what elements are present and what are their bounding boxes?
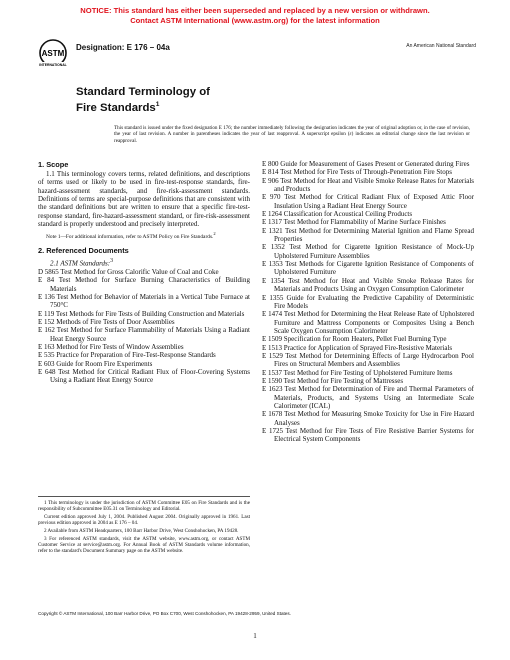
title-line-1: Standard Terminology of xyxy=(76,86,210,98)
logo-subtext: INTERNATIONAL xyxy=(39,63,67,67)
scope-heading: 1. Scope xyxy=(38,160,69,169)
ref-item: E 1623 Test Method for Determination of Fire and Thermal Parameters of Materials, Products, and Systems Using an Intermediate Scale Calorimeter (ICAL) xyxy=(262,385,474,410)
logo-text: ASTM xyxy=(41,49,65,58)
copyright-line: Copyright © ASTM International, 100 Barr Harbor Drive, PO Box C700, West Conshohocken, PA 19428-2959, United States. xyxy=(38,611,291,616)
document-title xyxy=(76,86,210,114)
title-footnote-mark: 1 xyxy=(155,100,160,108)
ref-item: E 1264 Classification for Acoustical Ceiling Products xyxy=(262,210,413,219)
ref-item: E 1352 Test Method for Cigarette Ignition Resistance of Mock-Up Upholstered Furniture Assemblies xyxy=(262,243,474,260)
page-number: 1 xyxy=(253,632,257,640)
ref-item: E 535 Practice for Preparation of Fire-Test-Response Standards xyxy=(38,351,216,360)
refs-subheading: 2.1 ASTM Standards:$^3$ xyxy=(50,258,114,268)
footnote: 2 Available from ASTM Headquarters, 100 Barr Harbor Drive, West Conshohocken, PA 19428. xyxy=(44,527,239,534)
title-line-2: Fire Standards$^1$ xyxy=(76,100,160,114)
ref-item: E 603 Guide for Room Fire Experiments xyxy=(38,359,153,368)
right-column xyxy=(262,160,474,444)
refs-heading: 2. Referenced Documents xyxy=(38,246,129,256)
ref-item: E 1537 Test Method for Fire Testing of Upholstered Furniture Items xyxy=(262,368,453,377)
ref-item: E 162 Test Method for Surface Flammability of Materials Using a Radiant Heat Energy Source xyxy=(38,326,250,343)
ref-item: E 152 Methods of Fire Tests of Door Assemblies xyxy=(38,317,175,326)
national-standard-label: An American National Standard xyxy=(406,43,476,49)
footnote: 3 For referenced ASTM standards, visit the ASTM website, www.astm.org, or contact ASTM Customer Service at service@astm.org. For Annual Book of ASTM Standards volume information, refer to the standard's Document Summary page on the ASTM website. xyxy=(38,535,250,555)
ref-item: E 814 Test Method for Fire Tests of Through-Penetration Fire Stops xyxy=(262,168,452,177)
footnotes xyxy=(38,496,250,556)
ref-item: E 648 Test Method for Critical Radiant Flux of Floor-Covering Systems Using a Radiant Heat Energy Source xyxy=(38,368,250,385)
ref-item: E 1353 Test Methods for Cigarette Ignition Resistance of Components of Upholstered Furniture xyxy=(262,260,474,277)
ref-item: E 1725 Test Method for Fire Tests of Fire Resistive Barrier Systems for Electrical System Components xyxy=(262,427,474,444)
ref-item: E 906 Test Method for Heat and Visible Smoke Release Rates for Materials and Products xyxy=(262,176,474,194)
ref-item: E 1321 Test Method for Determining Material Ignition and Flame Spread Properties xyxy=(262,226,474,244)
scope-note: Note 1—For additional information, refer to ASTM Policy on Fire Standards.$^2$ xyxy=(46,231,216,241)
designation: Designation: E 176 – 04a xyxy=(76,43,170,52)
notice-line-2: Contact ASTM International (www.astm.org) for the latest information xyxy=(130,15,380,25)
ref-item: E 1354 Test Method for Heat and Visible Smoke Release Rates for Materials and Products Using an Oxygen Consumption Calorimeter xyxy=(262,276,474,294)
ref-item: E 1474 Test Method for Determining the Heat Release Rate of Upholstered Furniture and Mattress Components or Composites Using a Bench Scale Oxygen Consumption Calorimeter xyxy=(262,310,474,335)
ref-item: E 1509 Specification for Room Heaters, Pellet Fuel Burning Type xyxy=(262,335,447,344)
ref-item: E 1590 Test Method for Fire Testing of Mattresses xyxy=(262,376,404,385)
ref-item: E 1317 Test Method for Flammability of Marine Surface Finishes xyxy=(262,218,446,227)
notice-line-1: NOTICE: This standard has either been superseded and replaced by a new version or withdrawn. xyxy=(80,6,430,15)
ref-item: E 136 Test Method for Behavior of Materials in a Vertical Tube Furnace at 750°C xyxy=(38,292,250,310)
ref-item: E 1529 Test Method for Determining Effects of Large Hydrocarbon Pool Fires on Structural Members and Assemblies xyxy=(262,351,474,369)
footnote: Current edition approved July 1, 2004. Published August 2004. Originally approved in 1961. Last previous edition approved in 2004 as E 176 – 04. xyxy=(38,513,250,527)
issued-statement: This standard is issued under the fixed designation E 176; the number immediately following the designation indicates the year of original adoption or, in the case of revision, the year of last revision. A number in parentheses indicates the year of last reapproval. A superscript epsilon (ε) indicates an editorial change since the last revision or reapproval. xyxy=(114,125,470,144)
withdrawal-notice xyxy=(0,6,510,25)
left-column xyxy=(38,160,250,385)
astm-logo xyxy=(38,38,68,68)
ref-item: E 800 Guide for Measurement of Gases Present or Generated during Fires xyxy=(262,160,470,168)
ref-item: E 970 Test Method for Critical Radiant Flux of Exposed Attic Floor Insulation Using a Radiant Heat Energy Source xyxy=(262,193,474,210)
footnote: 1 This terminology is under the jurisdiction of ASTM Committee E05 on Fire Standards and is the responsibility of Subcommittee E05.31 on Terminology and Editorial. xyxy=(38,500,250,513)
ref-item: E 84 Test Method for Surface Burning Characteristics of Building Materials xyxy=(38,276,250,293)
scope-paragraph: 1.1 This terminology covers terms, related definitions, and descriptions of terms used or likely to be used in fire-test-response standards, fire-hazard-assessment standards, and fire-risk-assessment standards. Definitions of terms are special-purpose definitions that are consistent with the standard definitions but are written to ensure that a specific fire-test-response standard, fire-hazard-assessment standard, or fire-risk-assessment standard is properly understood and precisely interpreted. xyxy=(38,170,250,229)
ref-item: D 5865 Test Method for Gross Calorific Value of Coal and Coke xyxy=(38,267,219,276)
ref-item: E 119 Test Methods for Fire Tests of Building Construction and Materials xyxy=(38,309,245,318)
ref-item: E 1513 Practice for Application of Sprayed Fire-Resistive Materials xyxy=(262,343,453,352)
ref-item: E 1355 Guide for Evaluating the Predictive Capability of Deterministic Fire Models xyxy=(262,293,474,310)
ref-item: E 163 Method for Fire Tests of Window Assemblies xyxy=(38,342,184,351)
ref-item: E 1678 Test Method for Measuring Smoke Toxicity for Use in Fire Hazard Analyses xyxy=(262,410,474,427)
